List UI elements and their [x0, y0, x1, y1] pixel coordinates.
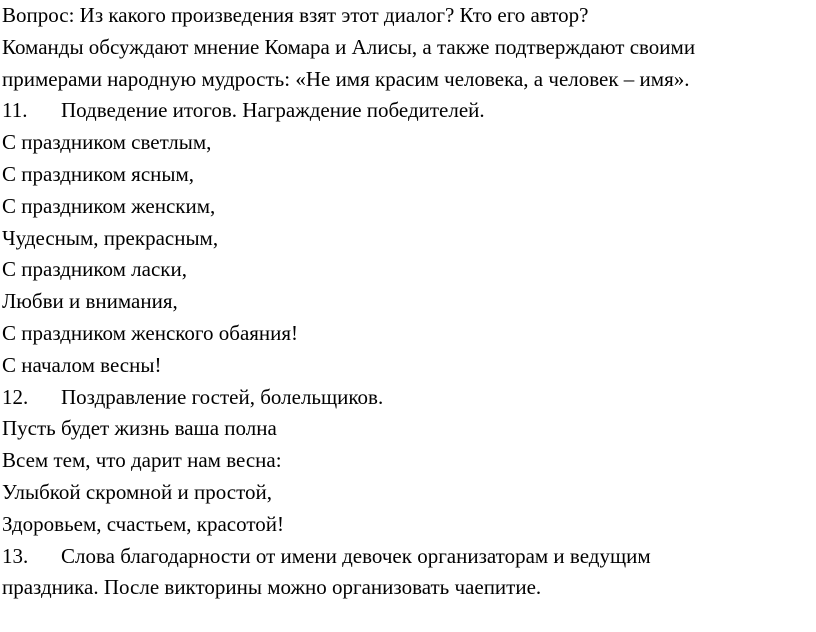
list-item-number: 11.: [2, 98, 28, 123]
list-item-number: 12.: [2, 384, 29, 409]
text-line: праздника. После викторины можно организовать чаепитие.: [2, 575, 542, 600]
poem-line: С праздником ласки,: [2, 257, 187, 282]
list-item: [0, 382, 816, 414]
poem-line: Чудесным, прекрасным,: [2, 225, 219, 250]
text-line: Команды обсуждают мнение Комара и Алисы, а также подтверждают своими: [2, 34, 696, 59]
poem-line: Всем тем, что дарит нам весна:: [2, 448, 282, 473]
poem-line: Пусть будет жизнь ваша полна: [2, 416, 277, 441]
list-item: [0, 541, 816, 573]
poem-line: С праздником ясным,: [2, 161, 195, 186]
poem-line: С праздником женским,: [2, 193, 216, 218]
list-item: [0, 95, 816, 127]
poem-line: Улыбкой скромной и простой,: [2, 479, 272, 504]
poem-line: С началом весны!: [2, 352, 162, 377]
list-item-text: Подведение итогов. Награждение победителей.: [61, 98, 485, 123]
text-line: примерами народную мудрость: «Не имя красим человека, а человек – имя».: [2, 66, 690, 91]
list-item-number: 13.: [2, 543, 29, 568]
list-item-text: Слова благодарности от имени девочек организаторам и ведущим: [61, 543, 651, 568]
list-item-text: Поздравление гостей, болельщиков.: [61, 384, 384, 409]
poem-line: Любви и внимания,: [2, 289, 178, 314]
poem-line: С праздником женского обаяния!: [2, 320, 299, 345]
poem-line: С праздником светлым,: [2, 130, 212, 155]
text-line: Вопрос: Из какого произведения взят этот диалог? Кто его автор?: [2, 3, 589, 27]
poem-line: Здоровьем, счастьем, красотой!: [2, 511, 284, 536]
